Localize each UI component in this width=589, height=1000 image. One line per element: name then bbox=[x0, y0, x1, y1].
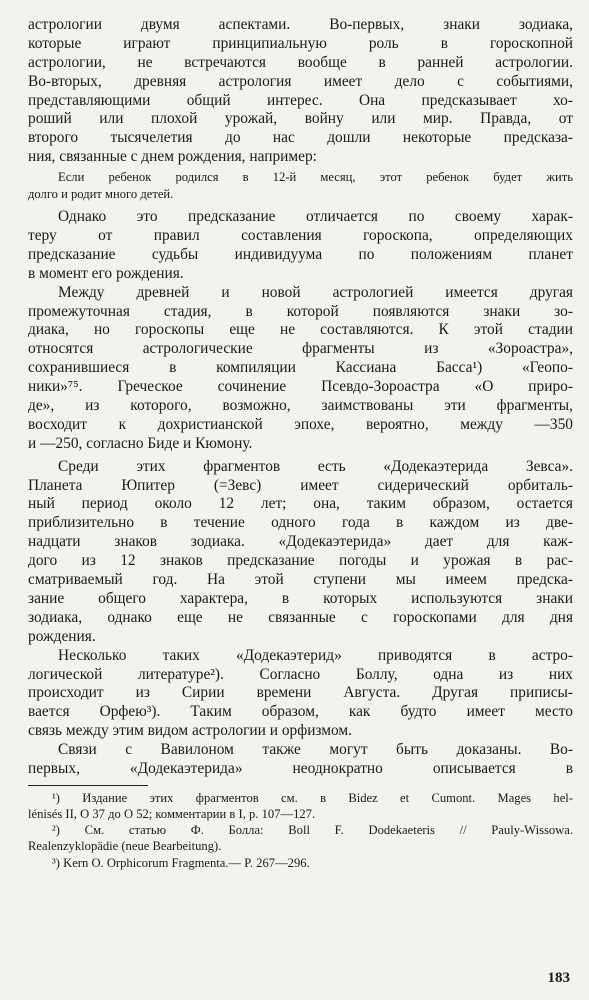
text-line: сматриваемый год. На этой ступени мы имеем предска- bbox=[28, 571, 573, 589]
paragraph bbox=[28, 284, 573, 454]
text-line: астрологии, не встречаются вообще в ранней астрологии. bbox=[28, 53, 573, 71]
text-line: де», из которого, возможно, заимствованы эти фрагменты, bbox=[28, 397, 573, 415]
text-line: теру от правил составления гороскопа, определяющих bbox=[28, 227, 573, 245]
text-line: ный период около 12 лет; она, таким образом, остается bbox=[28, 495, 573, 513]
paragraph bbox=[28, 458, 573, 647]
text-line: промежуточная стадия, в которой появляются знаки зо- bbox=[28, 302, 573, 320]
footnote-line: ³) Kern O. Orphicorum Fragmenta.— P. 267—296. bbox=[52, 855, 310, 870]
text-line: Между древней и новой астрологией имеется другая bbox=[58, 283, 573, 301]
text-line: второго тысячелетия до нас дошли некоторые предсказа- bbox=[28, 129, 573, 147]
footnote-line: ¹) Издание этих фрагментов см. в Bidez et Cumont. Mages hel- bbox=[52, 790, 573, 805]
text-line: приблизительно в течение одного года в каждом из две- bbox=[28, 514, 573, 532]
quote-line: Если ребенок родился в 12-й месяц, этот ребенок будет жить bbox=[58, 170, 573, 185]
text-line: восходит к дохристианской эпохе, вероятно, между —350 bbox=[28, 415, 573, 433]
text-line: астрологии двумя аспектами. Во-первых, знаки зодиака, bbox=[28, 16, 573, 33]
block-quote bbox=[28, 169, 573, 202]
footnote-line: lénisés II, O 37 до O 52; комментарии в I, p. 107—127. bbox=[28, 807, 316, 822]
footnote-1 bbox=[28, 790, 573, 822]
footnote-line: Realenzyklopädie (neue Bearbeitung). bbox=[28, 839, 222, 854]
text-line: в момент его рождения. bbox=[28, 264, 184, 282]
text-line: диака, но гороскопы еще не составляются. К этой стадии bbox=[28, 321, 573, 339]
text-line: сохранившиеся в компиляции Кассиана Басса¹) «Геопо- bbox=[28, 359, 573, 377]
quote-line: долго и родит много детей. bbox=[28, 186, 174, 201]
footnote-line: ²) См. статью Ф. Болла: Boll F. Dodekaeteris // Pauly-Wissowa. bbox=[52, 823, 573, 838]
text-line: рождения. bbox=[28, 627, 96, 645]
text-line: представляющими общий интерес. Она предсказывает хо- bbox=[28, 91, 573, 109]
text-line: ники»⁷⁵. Греческое сочинение Псевдо-Зороастра «О приро- bbox=[28, 378, 573, 396]
paragraph bbox=[28, 741, 573, 779]
text-line: происходит из Сирии времени Августа. Другая приписы- bbox=[28, 684, 573, 702]
text-line: ния, связанные с днем рождения, например: bbox=[28, 148, 317, 166]
text-line: вается Орфею³). Таким образом, как будто имеет место bbox=[28, 703, 573, 721]
paragraph bbox=[28, 16, 573, 167]
text-line: логической литературе²). Согласно Боллу, одна из них bbox=[28, 665, 573, 683]
text-line: Связи с Вавилоном также могут быть доказаны. Во- bbox=[58, 741, 573, 759]
footnote-3 bbox=[28, 855, 573, 871]
text-line: которые играют принципиальную роль в гороскопной bbox=[28, 34, 573, 52]
paragraph bbox=[28, 208, 573, 284]
text-line: зодиака, однако еще не связанные с гороскопами для дня bbox=[28, 608, 573, 626]
text-line: предсказание судьбы индивидуума по положениям планет bbox=[28, 245, 573, 263]
footnote-2 bbox=[28, 822, 573, 854]
text-line: надцати знаков зодиака. «Додекаэтерида» дает для каж- bbox=[28, 533, 573, 551]
text-line: связь между этим видом астрологии и орфизмом. bbox=[28, 722, 353, 740]
paragraph bbox=[28, 647, 573, 741]
text-line: дого из 12 знаков предсказание погоды и урожая в рас- bbox=[28, 552, 573, 570]
text-line: первых, «Додекаэтерида» неоднократно описывается в bbox=[28, 759, 573, 777]
text-line: Среди этих фрагментов есть «Додекаэтерида Зевса». bbox=[58, 457, 573, 475]
page-body bbox=[28, 16, 573, 871]
page-number: 183 bbox=[547, 970, 570, 986]
text-line: Однако это предсказание отличается по своему харак- bbox=[58, 208, 573, 226]
text-line: зание общего характера, в которых используются знаки bbox=[28, 589, 573, 607]
text-line: роший или плохой урожай, войну или мир. Правда, от bbox=[28, 110, 573, 128]
footnotes bbox=[28, 790, 573, 871]
text-line: и —250, согласно Биде и Кюмону. bbox=[28, 434, 253, 452]
text-line: Во-вторых, древняя астрология имеет дело с событиями, bbox=[28, 72, 573, 90]
footnote-divider bbox=[28, 785, 148, 786]
text-line: Несколько таких «Додекаэтерид» приводятся в астро- bbox=[58, 646, 573, 664]
text-line: относятся астрологические фрагменты из «Зороастра», bbox=[28, 340, 573, 358]
text-line: Планета Юпитер (=Зевс) имеет сидерический орбиталь- bbox=[28, 476, 573, 494]
